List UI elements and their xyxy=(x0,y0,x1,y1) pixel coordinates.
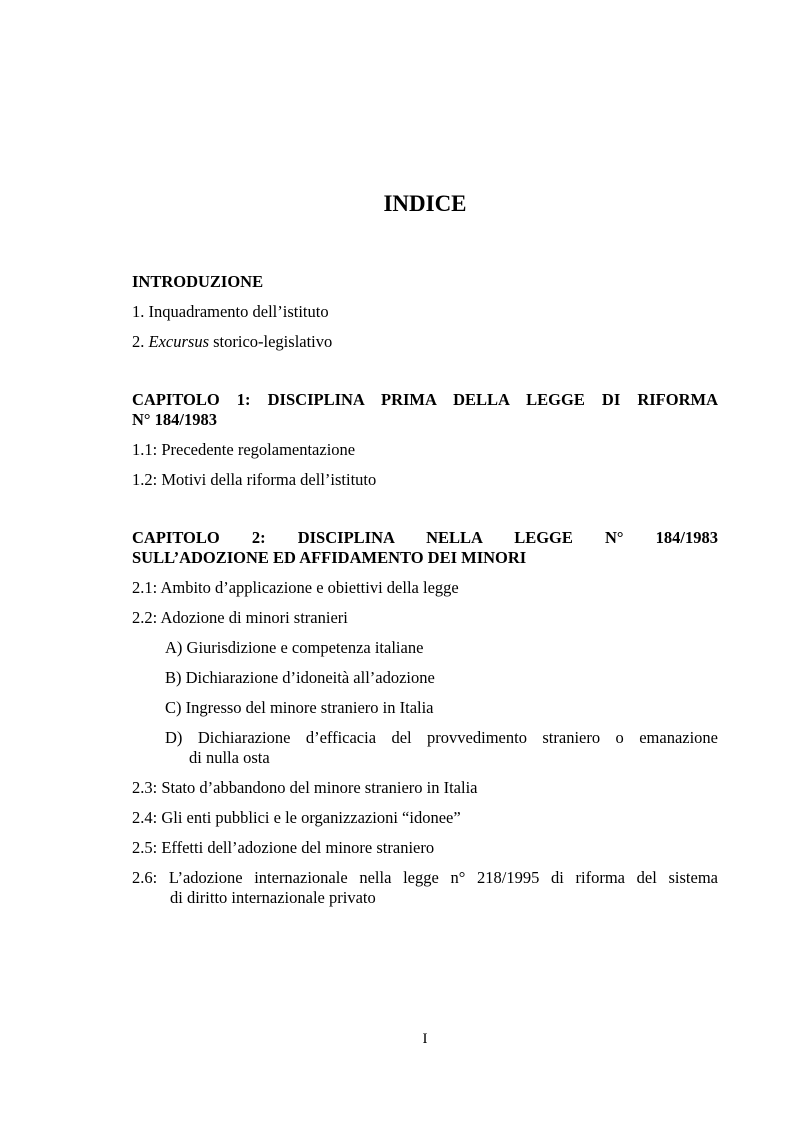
toc-entry-text: Gli enti pubblici e le organizzazioni “idonee” xyxy=(161,808,461,827)
chapter-heading-line: SULL’ADOZIONE ED AFFIDAMENTO DEI MINORI xyxy=(132,548,527,567)
toc-entry-2-5[interactable] xyxy=(132,838,718,858)
toc-entry-1-1[interactable] xyxy=(132,440,718,460)
section-heading-introduction: INTRODUZIONE xyxy=(132,272,264,291)
toc-entry-text: Ingresso del minore straniero in Italia xyxy=(185,698,434,717)
toc-subentry-label: D) xyxy=(165,728,183,747)
toc-entry-number: 1.2: xyxy=(132,470,158,489)
toc-subentry-c[interactable] xyxy=(132,698,718,718)
toc-entry-text: Adozione di minori stranieri xyxy=(160,608,348,627)
toc-entry-text: Precedente regolamentazione xyxy=(161,440,356,459)
toc-entry-number: 2.2: xyxy=(132,608,158,627)
toc-entry-2-2[interactable] xyxy=(132,608,718,628)
toc-subentry-a[interactable] xyxy=(132,638,718,658)
toc-entry-number: 1. xyxy=(132,302,145,321)
chapter-heading-line: CAPITOLO 1: DISCIPLINA PRIMA DELLA LEGGE DI RIFORMA xyxy=(132,390,718,409)
toc-subentry-label: B) xyxy=(165,668,182,687)
toc-entry-number: 2.3: xyxy=(132,778,158,797)
toc-entry-italic-term: Excursus xyxy=(148,332,209,351)
page-number: I xyxy=(422,1031,428,1047)
toc-entry-1-2[interactable] xyxy=(132,470,718,490)
toc-entry-intro-2[interactable] xyxy=(132,332,718,352)
toc-entry-text: Effetti dell’adozione del minore straniero xyxy=(161,838,435,857)
toc-entry-text: Giurisdizione e competenza italiane xyxy=(186,638,424,657)
toc-entry-number: 2.1: xyxy=(132,578,158,597)
toc-entry-number: 1.1: xyxy=(132,440,158,459)
toc-entry-text: L’adozione internazionale nella legge n° 218/1995 di riforma del sistema xyxy=(168,868,718,887)
toc-entry-number: 2.6: xyxy=(132,868,158,887)
toc-entry-text: Dichiarazione d’efficacia del provvedimento straniero o emanazione xyxy=(197,728,718,747)
toc-entry-2-6[interactable] xyxy=(132,868,718,908)
toc-entry-2-4[interactable] xyxy=(132,808,718,828)
chapter-heading-line: CAPITOLO 2: DISCIPLINA NELLA LEGGE N° 184/1983 xyxy=(132,528,718,547)
toc-subentry-d[interactable] xyxy=(132,728,718,768)
chapter-heading-line: N° 184/1983 xyxy=(132,410,217,429)
toc-entry-text: Inquadramento dell’istituto xyxy=(148,302,329,321)
table-of-contents xyxy=(132,272,718,908)
toc-entry-intro-1[interactable] xyxy=(132,302,718,322)
toc-subentry-b[interactable] xyxy=(132,668,718,688)
toc-entry-text: Stato d’abbandono del minore straniero in Italia xyxy=(161,778,478,797)
toc-entry-first-line xyxy=(165,728,718,748)
page-title: INDICE xyxy=(383,191,467,216)
toc-entry-text: Ambito d’applicazione e obiettivi della legge xyxy=(160,578,459,597)
toc-entry-text: Dichiarazione d’idoneità all’adozione xyxy=(185,668,435,687)
toc-entry-number: 2. xyxy=(132,332,145,351)
toc-entry-text: storico-legislativo xyxy=(213,332,333,351)
toc-subentry-label: C) xyxy=(165,698,182,717)
toc-subentry-label: A) xyxy=(165,638,183,657)
toc-entry-continuation: di diritto internazionale privato xyxy=(170,888,376,907)
chapter-heading-1 xyxy=(132,390,718,430)
toc-entry-number: 2.4: xyxy=(132,808,158,827)
toc-entry-text: Motivi della riforma dell’istituto xyxy=(161,470,377,489)
chapter-heading-2 xyxy=(132,528,718,568)
toc-entry-first-line xyxy=(132,868,718,888)
toc-entry-2-1[interactable] xyxy=(132,578,718,598)
toc-entry-continuation: di nulla osta xyxy=(189,748,270,767)
toc-entry-number: 2.5: xyxy=(132,838,158,857)
toc-entry-2-3[interactable] xyxy=(132,778,718,798)
